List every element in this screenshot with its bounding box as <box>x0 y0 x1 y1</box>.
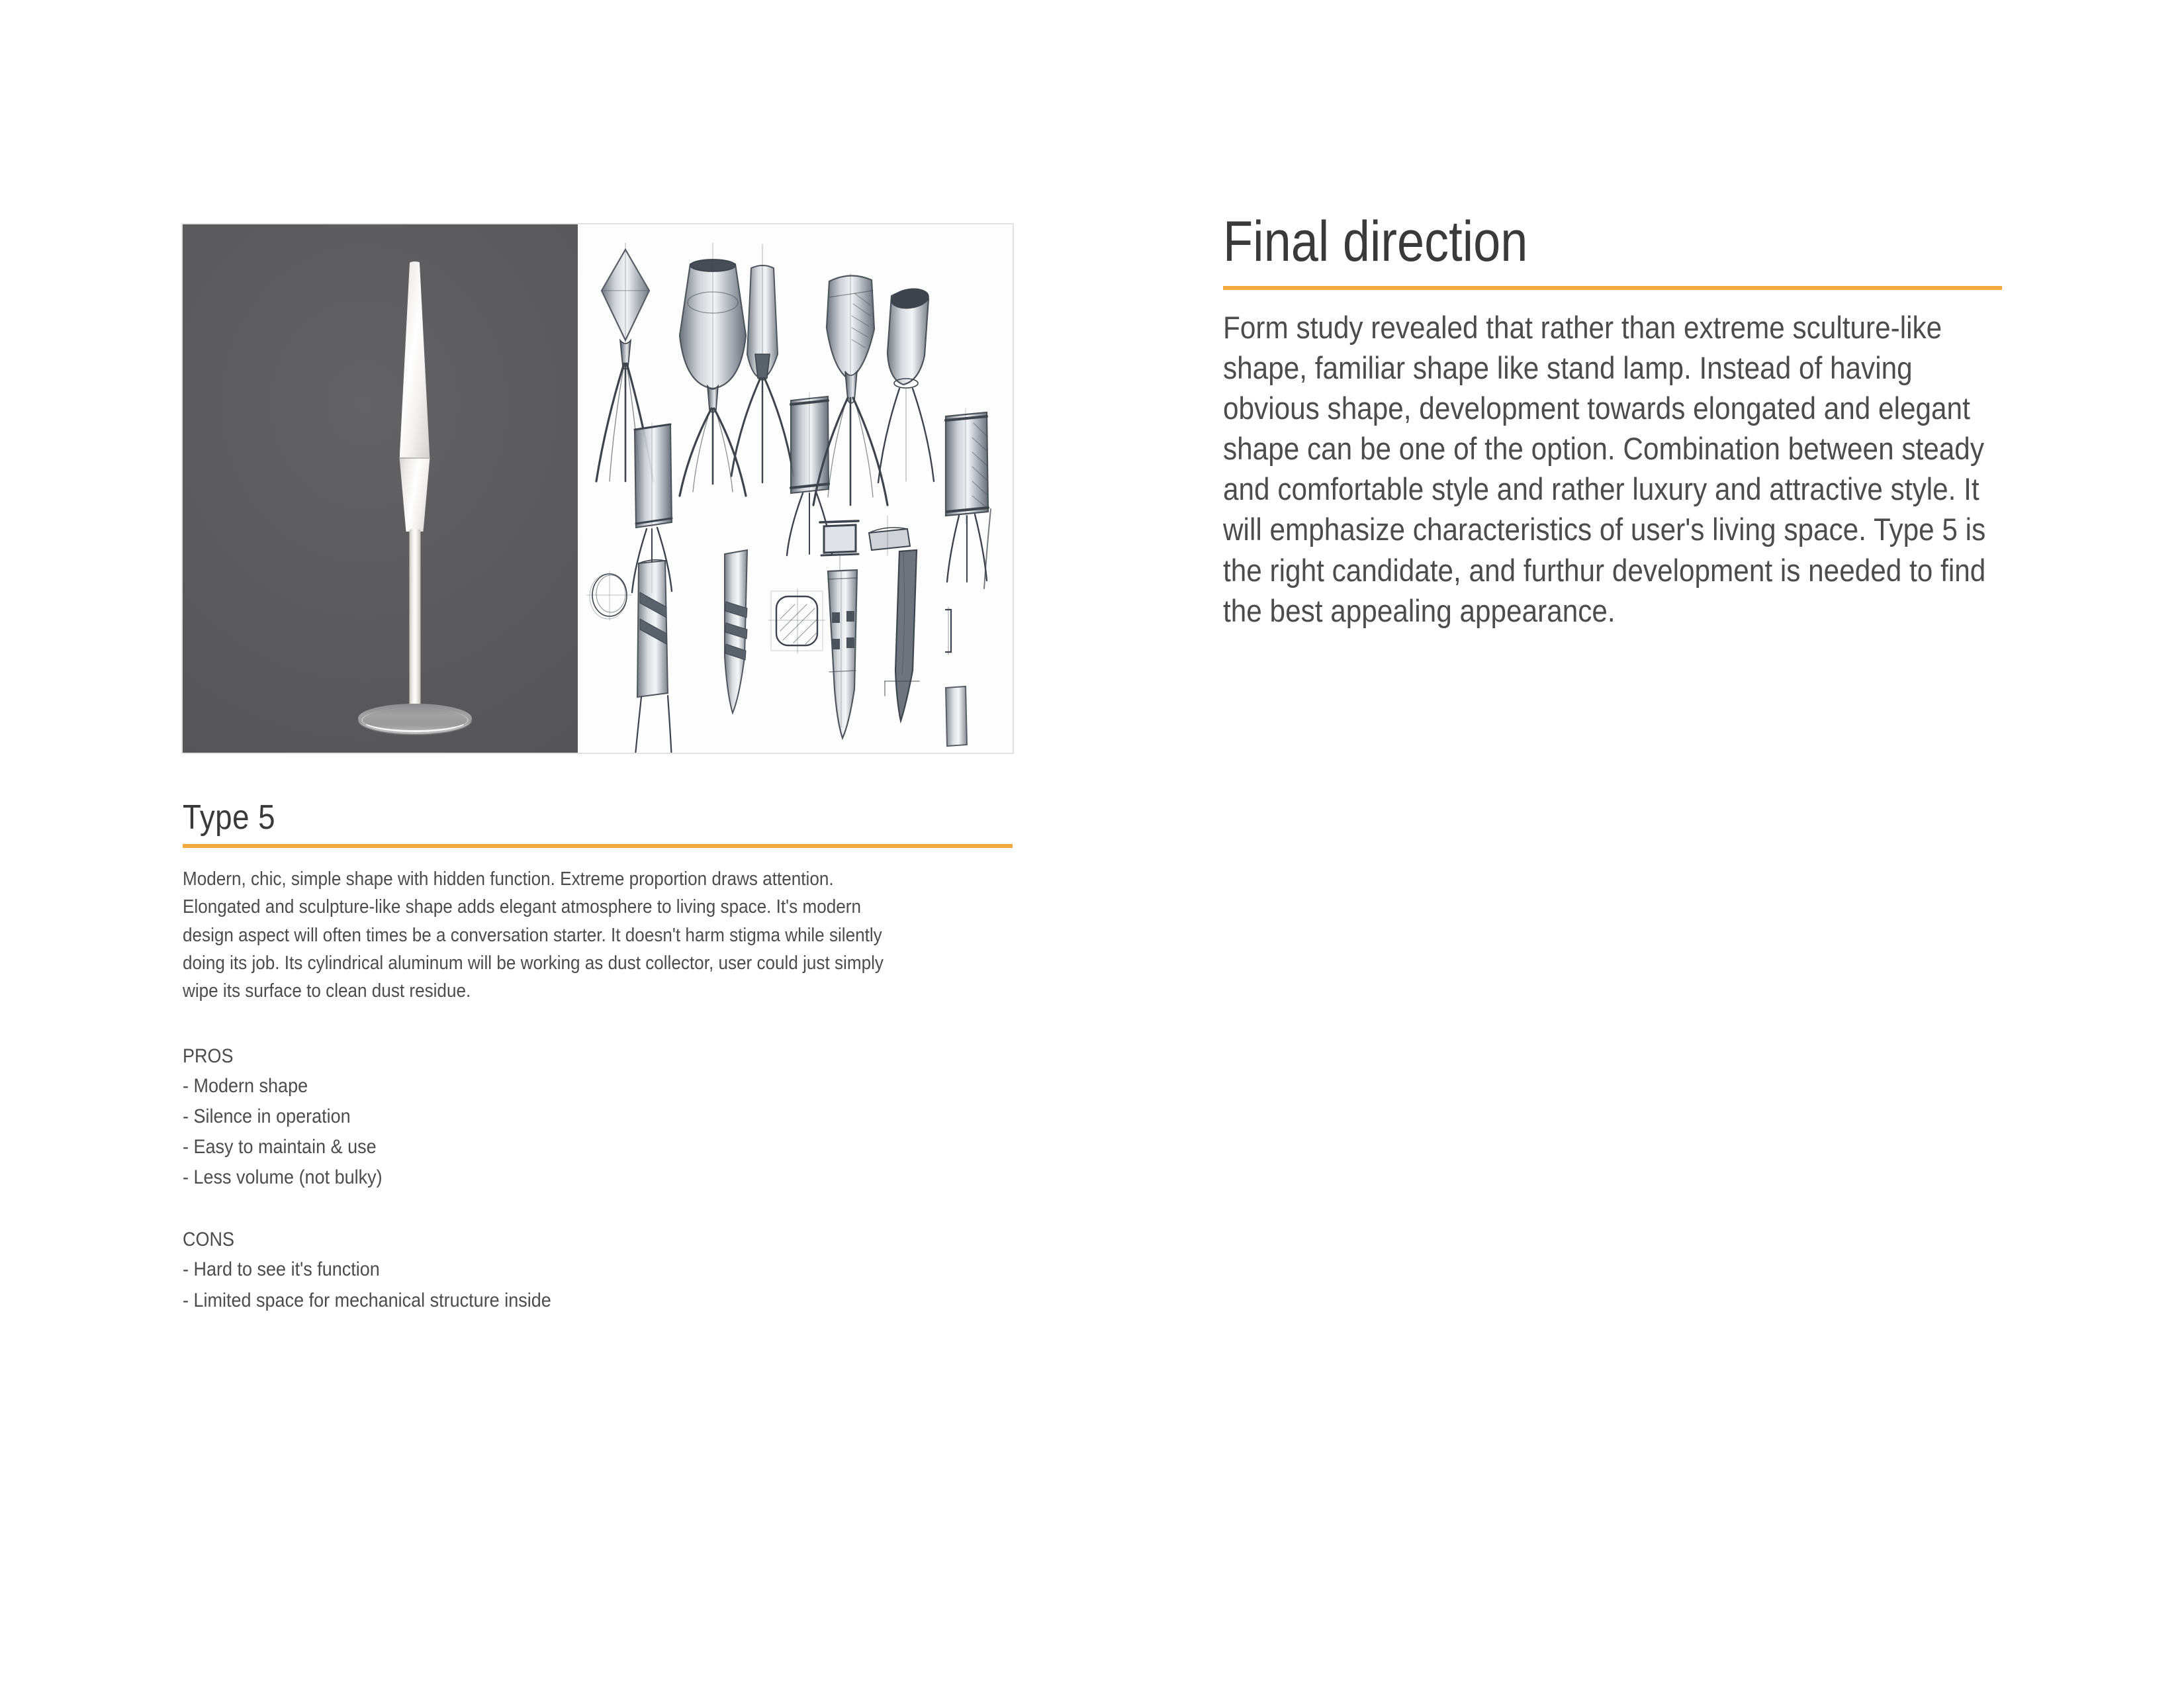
concept-sketch-image <box>578 224 1013 753</box>
pros-heading: PROS <box>183 1045 234 1067</box>
list-item: - Less volume (not bulky) <box>183 1166 383 1189</box>
list-item: - Easy to maintain & use <box>183 1136 377 1158</box>
page-title: Final direction <box>1223 210 1528 273</box>
section-title: Type 5 <box>183 798 276 837</box>
list-spacer <box>183 1193 1014 1225</box>
lamp-collar-seam <box>398 457 432 459</box>
section-body-text: Modern, chic, simple shape with hidden function. Extreme proportion draws attention. Elongated and sculpture-like shape adds elegant atmosphere to living space. It's modern design aspect will often times be a conversation starter. It doesn't harm stigma while silently doing its job. Its cylindrical aluminum will be working as dust collector, user could just simply wipe its surface to clean dust residue. <box>183 868 884 1002</box>
list-item: - Modern shape <box>183 1074 308 1097</box>
cons-heading: CONS <box>183 1229 235 1251</box>
list-item: - Hard to see it's function <box>183 1258 380 1281</box>
lamp-collar <box>398 457 432 532</box>
lamp-illustration <box>375 261 455 725</box>
left-column <box>183 224 1014 1316</box>
cons-block <box>183 1225 1014 1315</box>
sketch-drawing <box>578 224 1013 753</box>
list-item: - Limited space for mechanical structure inside <box>183 1289 551 1311</box>
lamp-stem <box>409 529 420 706</box>
list-item: - Silence in operation <box>183 1105 351 1127</box>
page-body-text: Form study revealed that rather than extreme sculture-like shape, familiar shape like stand lamp. Instead of having obvious shape, development towards elongated and elegant shape can be one of the option. Combination between steady and comfortable style and rather luxury and attractive style. It will emphasize characteristics of user's living space. Type 5 is the right candidate, and furthur development is needed to find the best appealing appearance. <box>1223 310 1986 628</box>
media-panel <box>183 224 1013 753</box>
product-render-image <box>183 224 578 753</box>
right-column <box>1223 210 2004 662</box>
section-title-rule <box>183 844 1013 848</box>
pros-block <box>183 1041 1014 1194</box>
lamp-upper-body <box>400 261 430 460</box>
page-title-rule <box>1223 286 2002 290</box>
lamp-base-highlight <box>361 708 469 732</box>
